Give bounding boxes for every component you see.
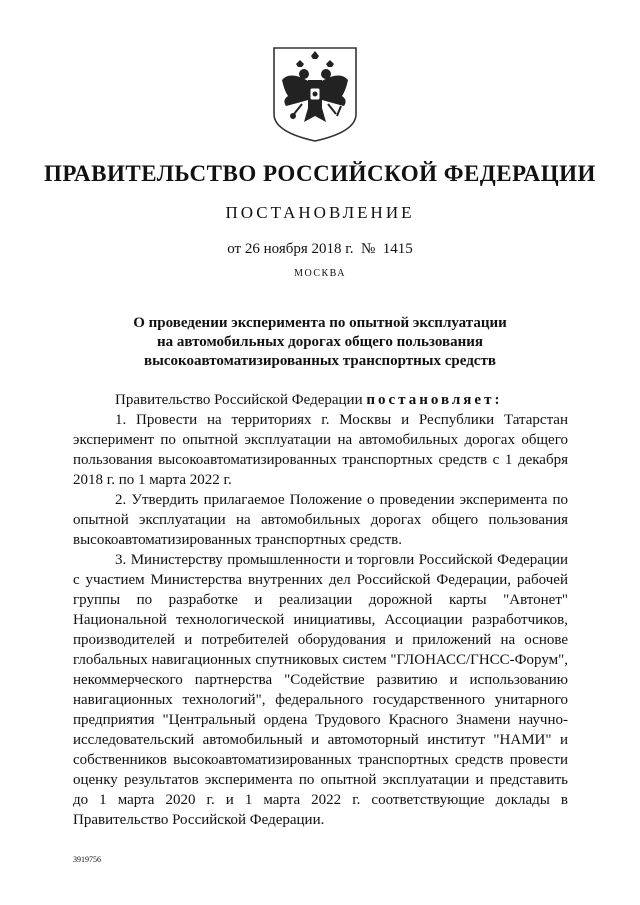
- document-date-number: от 26 ноября 2018 г. № 1415: [227, 241, 413, 257]
- subject-line: на автомобильных дорогах общего пользования: [157, 334, 483, 350]
- document-code: 3919756: [73, 855, 101, 864]
- coat-of-arms-icon: [268, 44, 362, 144]
- document-subject: [110, 314, 530, 371]
- paragraph-1: 1. Провести на территориях г. Москвы и Республики Татарстан эксперимент по опытной эксплуатации на автомобильных дорогах общего пользования высокоавтоматизированных транспортных средств с 1 декабря 2018 г. по 1 марта 2022 г.: [73, 412, 568, 488]
- document-body: [73, 390, 568, 830]
- paragraph-3: 3. Министерству промышленности и торговли Российской Федерации с участием Министерства внутренних дел Российской Федерации, рабочей группы по разработке и реализации дорожной карты "Автонет" Национальной технологической инициативы, Ассоциации разработчиков, производителей и потребителей оборудования и приложений на основе глобальных навигационных спутниковых систем "ГЛОНАСС/ГНСС-Форум", некоммерческого партнерства "Содействие развитию и использованию навигационных технологий", федерального государственного унитарного предприятия "Центральный ордена Трудового Красного Знамени научно-исследовательский автомобильный и автомоторный институт "НАМИ" и собственников высокоавтоматизированных транспортных средств провести оценку результатов эксперимента по опытной эксплуатации и представить до 1 марта 2020 г. и 1 марта 2022 г. соответствующие доклады в Правительство Российской Федерации.: [73, 552, 568, 828]
- subject-line: высокоавтоматизированных транспортных средств: [144, 353, 496, 369]
- preamble-subject: Правительство Российской Федерации: [115, 392, 367, 408]
- document-city: МОСКВА: [294, 268, 346, 279]
- document-type: ПОСТАНОВЛЕНИЕ: [225, 203, 415, 222]
- paragraph-2: 2. Утвердить прилагаемое Положение о проведении эксперимента по опытной эксплуатации на автомобильных дорогах общего пользования высокоавтоматизированных транспортных средств.: [73, 492, 568, 548]
- preamble-verb: постановляет:: [366, 392, 503, 408]
- preamble: [73, 390, 568, 410]
- government-title: ПРАВИТЕЛЬСТВО РОССИЙСКОЙ ФЕДЕРАЦИИ: [44, 161, 596, 186]
- subject-line: О проведении эксперимента по опытной эксплуатации: [133, 315, 507, 331]
